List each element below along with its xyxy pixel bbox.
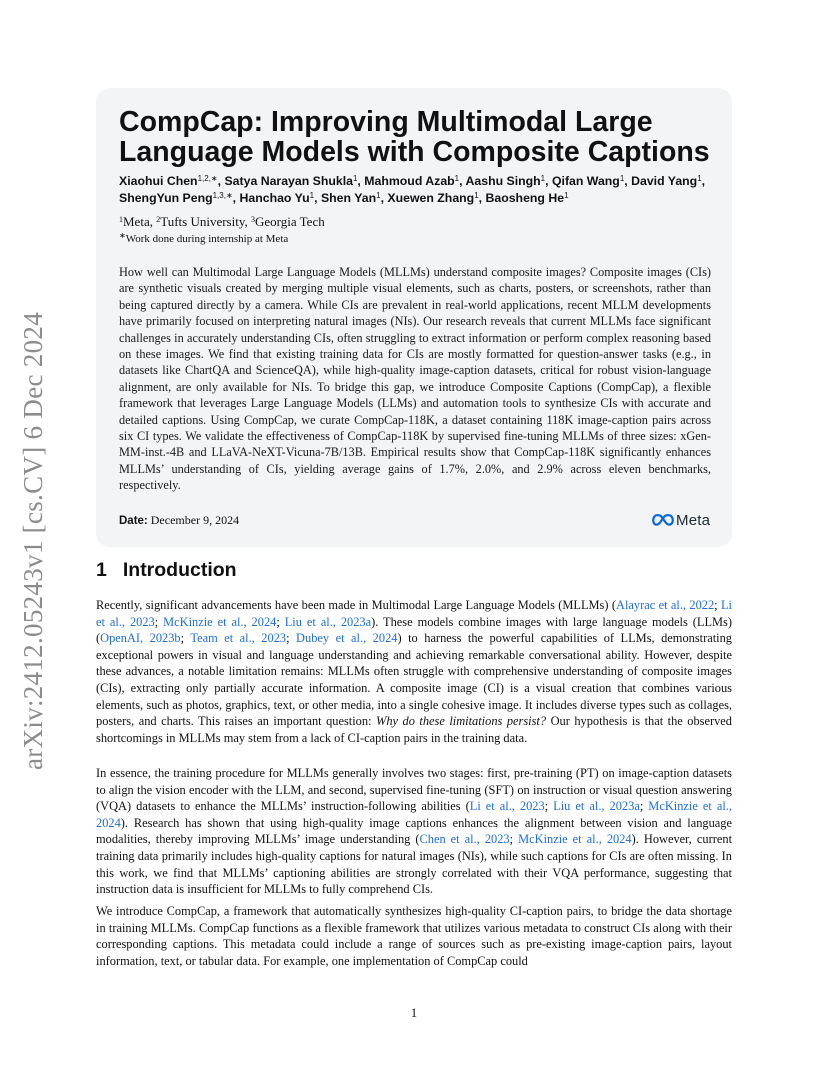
author-affiliation-marker: 1	[376, 191, 381, 200]
author-name: Aashu Singh	[465, 174, 541, 188]
affiliation-name: Meta	[123, 214, 150, 229]
citation-link[interactable]: Li et al., 2023	[96, 598, 732, 629]
affiliation-marker: 3	[251, 215, 255, 224]
author-affiliation-marker: 1	[564, 191, 569, 200]
section-title: Introduction	[122, 559, 237, 581]
section-number: 1	[96, 559, 107, 581]
body-paragraph: We introduce CompCap, a framework that automatically synthesizes high-quality CI-caption pairs, to bridge the data shortage in training MLLMs. CompCap functions as a flexible framework that utilizes various metadata to construct CIs along with their corresponding captions. This metadata could include a range of sources such as pre-existing image-caption pairs, layout information, text, or tabular data. For example, one implementation of CompCap could	[96, 904, 732, 968]
author-name: Baosheng He	[485, 191, 565, 205]
author-affiliation-marker: 1	[540, 174, 546, 183]
author-name: Hanchao Yu	[239, 191, 310, 205]
author-name: Xuewen Zhang	[387, 191, 475, 205]
abstract: How well can Multimodal Large Language Models (MLLMs) understand composite images? Composite images (CIs) are synthetic visuals created by merging multiple visual elements, such as charts, posters, or screenshots, rather than being captured directly by a camera. While CIs are prevalent in real-world applications, recent MLLM developments have primarily focused on interpreting natural images (NIs). Our research reveals that current MLLMs face significant challenges in accurately understanding CIs, often struggling to extract information or perform complex reasoning based on these images. We find that existing training data for CIs are mostly formatted for question-answer tasks (e.g., in datasets like ChartQA and ScienceQA), while high-quality image-caption datasets, critical for robust vision-language alignment, are only available for NIs. To bridge this gap, we introduce Composite Captions (CompCap), a flexible framework that leverages Large Language Models (LLMs) and automation tools to synthesize CIs with accurate and detailed captions. Using CompCap, we curate CompCap-118K, a dataset containing 118K image-caption pairs across six CI types. We validate the effectiveness of CompCap-118K by supervised fine-tuning MLLMs of three sizes: xGen-MM-inst.-4B and LLaVA-NeXT-Vicuna-7B/13B. Empirical results show that CompCap-118K significantly enhances MLLMs’ understanding of CIs, yielding average gains of 1.7%, 2.0%, and 2.9% across eleven benchmarks, respectively.	[119, 265, 711, 493]
citation-link[interactable]: Alayrac et al., 2022	[616, 598, 715, 612]
citation-link[interactable]: Liu et al., 2023a	[284, 614, 372, 629]
footnote-marker: ∗	[119, 231, 126, 240]
citation-link[interactable]: Chen et al., 2023	[419, 832, 510, 847]
date-label: Date:	[119, 515, 148, 527]
citation-link[interactable]: McKinzie et al., 2024	[163, 614, 277, 629]
author-affiliation-marker: 1	[697, 174, 702, 183]
paper-title: CompCap: Improving Multimodal Large Language Models with Composite Captions	[119, 106, 710, 168]
date-value: December 9, 2024	[150, 513, 240, 527]
author-footnote	[119, 232, 719, 246]
author-name: ShengYun Peng	[119, 191, 213, 205]
author-affiliation-marker: 1	[474, 191, 479, 200]
author-affiliation-marker: 1	[352, 174, 358, 183]
author-affiliation-marker: 1	[619, 174, 625, 183]
author-name: Xiaohui Chen	[119, 174, 198, 188]
citation-link[interactable]: Team et al., 2023	[190, 631, 287, 646]
author-name: Shen Yan	[320, 191, 377, 205]
body-paragraph: Recently, significant advancements have been made in Multimodal Large Language Models (MLLMs) (Alayrac et al., 2022; Li et al., 2023; McKinzie et al., 2024; Liu et al., 2023a). These models combine images with large language models (LLMs) (OpenAI, 2023b; Team et al., 2023; Dubey et al., 2024) to harness the powerful capabilities of LLMs, demonstrating exceptional powers in visual and language understanding and achieving remarkable conversational ability. However, despite these advances, a notable limitation remains: MLLMs often struggle with comprehensive understanding of composite images (CIs), extracting only partially accurate information. A composite image (CI) is a visual creation that combines various elements, such as photos, graphics, text, or other media, into a single cohesive image. It includes diverse types such as collages, posters, and charts. This raises an important question: Why do these limitations persist? Our hypothesis is that the observed shortcomings in MLLMs may stem from a lack of CI-caption pairs in the training data.	[96, 598, 733, 745]
author-affiliation-marker: 1	[309, 191, 315, 200]
body-paragraph: In essence, the training procedure for MLLMs generally involves two stages: first, pre-training (PT) on image-caption datasets to align the vision encoder with the LLM, and second, supervised fine-tuning (SFT) on instruction or visual question answering (VQA) datasets to enhance the MLLMs’ instruction-following abilities (Li et al., 2023; Liu et al., 2023a; McKinzie et al., 2024). Research has shown that using high-quality image captions enhances the alignment between vision and language modalities, thereby improving MLLMs’ image understanding (Chen et al., 2023; McKinzie et al., 2024). However, current training data primarily includes high-quality captions for natural images (NIs), while such captions for CIs are often missing. In this work, we find that MLLMs’ captioning abilities are strongly correlated with their VQA performance, suggesting that instruction data is insufficient for MLLMs to fully comprehend CIs.	[96, 766, 733, 897]
citation-link[interactable]: McKinzie et al., 2024	[96, 799, 732, 830]
author-list: Xiaohui Chen$^{1,2,∗}$, Satya Narayan Shukla$^1$, Mahmoud Azab$^1$, Aashu Singh$^1$, Qifan Wang$^1$, David Yang$^1$, ShengYun Peng$^{1,3,∗}$, Hanchao Yu$^1$, Shen Yan$^1$, Xuewen Zhang$^1$, Baosheng He$^1$	[119, 174, 706, 205]
author-name: Mahmoud Azab	[364, 174, 455, 188]
affiliations: $^1$Meta, $^2$Tufts University, $^3$Georgia Tech	[119, 214, 325, 229]
arxiv-identifier: arXiv:2412.05243v1 [cs.CV] 6 Dec 2024	[18, 311, 48, 770]
affiliation-name: Georgia Tech	[255, 214, 325, 229]
author-affiliation-marker: 1,2,∗	[197, 174, 218, 183]
author-affiliation-marker: 1	[454, 174, 460, 183]
citation-link[interactable]: Dubey et al., 2024	[296, 631, 398, 646]
citation-link[interactable]: Liu et al., 2023a	[553, 799, 640, 814]
affiliation-marker: 2	[156, 215, 161, 224]
author-name: Qifan Wang	[551, 174, 620, 188]
author-name: Satya Narayan Shukla	[224, 174, 353, 188]
publication-date	[119, 512, 239, 529]
citation-link[interactable]: McKinzie et al., 2024	[518, 832, 632, 847]
meta-logo-text: Meta	[676, 511, 711, 529]
author-name: David Yang	[631, 174, 698, 188]
meta-logo	[652, 512, 710, 528]
meta-infinity-icon	[652, 514, 674, 526]
affiliation-marker: 1	[119, 215, 123, 224]
emphasized-text: Why do these limitations persist?	[376, 714, 547, 729]
section-heading	[96, 559, 237, 581]
page-number: 1	[410, 1006, 418, 1020]
affiliation-name: Tufts University	[160, 214, 245, 229]
citation-link[interactable]: OpenAI, 2023b	[100, 631, 181, 646]
citation-link[interactable]: Li et al., 2023	[469, 799, 545, 814]
footnote-text: Work done during internship at Meta	[125, 233, 289, 245]
author-affiliation-marker: 1,3,∗	[212, 191, 233, 200]
